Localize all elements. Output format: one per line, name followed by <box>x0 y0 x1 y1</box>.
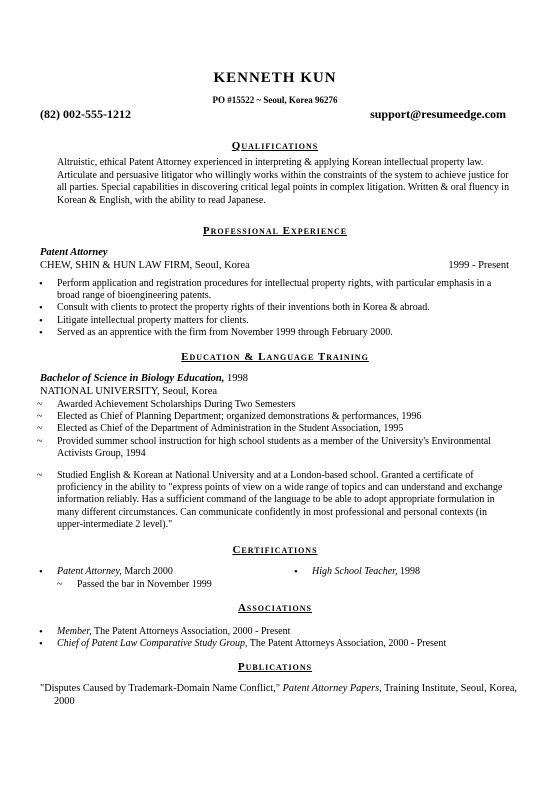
list-item: • Member, The Patent Attorneys Association, 2000 - Present <box>35 626 525 638</box>
qualifications-text: Altruistic, ethical Patent Attorney experienced in interpreting & applying Korean intellectual property law. Articulate and persuasive litigator who willingly works within the constraints of the system to achieve justice for all parties. Special capabilities in discovering critical legal points in complex litigation. Written & oral fluency in Korean & English, with the ability to read Japanese. <box>57 157 510 206</box>
email-address: support@resumeedge.com <box>370 107 506 121</box>
phone-number: (82) 002-555-1212 <box>40 107 131 121</box>
list-item: • Served as an apprentice with the firm from November 1999 through February 2000. <box>35 327 515 339</box>
list-item: ~ Provided summer school instruction for high school students as a member of the University's Environmental Activists Group, 1994 <box>35 436 505 460</box>
list-item: ~ Elected as Chief of Planning Department; organized demonstrations & performances, 1996 <box>35 411 505 423</box>
degree-line <box>40 373 248 384</box>
list-item: • Patent Attorney, March 2000 <box>35 566 275 578</box>
certification-right <box>290 566 510 578</box>
education-items <box>35 399 505 460</box>
list-item: • Perform application and registration procedures for intellectual property rights, with particular emphasis in a broad range of bioengineering patents. <box>35 278 515 302</box>
firm-name: CHEW, SHIN & HUN LAW FIRM, Seoul, Korea <box>40 260 250 271</box>
school-name: NATIONAL UNIVERSITY, Seoul, Korea <box>40 386 218 397</box>
publication-entry: "Disputes Caused by Trademark-Domain Name Conflict," Patent Attorney Papers, Training Institute, Seoul, Korea, 2000 <box>40 683 517 707</box>
list-item: • Chief of Patent Law Comparative Study Group, The Patent Attorneys Association, 2000 - Present <box>35 638 525 650</box>
qualifications-heading: Qualifications <box>231 140 319 152</box>
certification-left-sub <box>55 579 275 591</box>
list-item: ~ Studied English & Korean at National University and at a London-based school. Granted a certificate of proficiency in the ability to "express points of view on a wide range of topics and can understand and exchange information reliably. Has a sufficient command of the language to be able to adopt appropriate formulation in many different circumstances. Can communicate confidently in most professional and personal contexts (in upper-intermediate 2 level)." <box>35 470 515 531</box>
address-line: PO #15522 ~ Seoul, Korea 96276 <box>212 95 338 105</box>
list-item: • Consult with clients to protect the property rights of their inventions both in Korea & abroad. <box>35 302 515 314</box>
experience-heading: Professional Experience <box>202 225 348 237</box>
list-item: ~ Elected as Chief of the Department of Administration in the Student Association, 1995 <box>35 423 505 435</box>
associations-heading: Associations <box>237 602 313 614</box>
experience-bullets <box>35 278 515 339</box>
degree-year: 1998 <box>224 373 248 384</box>
publications-heading: Publications <box>237 661 313 673</box>
list-item: ~ Awarded Achievement Scholarships During Two Semesters <box>35 399 505 411</box>
language-training <box>35 470 515 531</box>
job-title: Patent Attorney <box>40 247 108 258</box>
job-dates: 1999 - Present <box>448 260 509 271</box>
certification-left <box>35 566 275 578</box>
candidate-name: KENNETH KUN <box>213 70 337 86</box>
associations-list <box>35 626 525 650</box>
degree-name: Bachelor of Science in Biology Education, <box>40 373 225 384</box>
certifications-heading: Certifications <box>232 544 318 556</box>
list-item: • High School Teacher, 1998 <box>290 566 510 578</box>
education-heading: Education & Language Training <box>181 351 369 363</box>
list-item: ~ Passed the bar in November 1999 <box>55 579 275 591</box>
list-item: • Litigate intellectual property matters for clients. <box>35 315 515 327</box>
